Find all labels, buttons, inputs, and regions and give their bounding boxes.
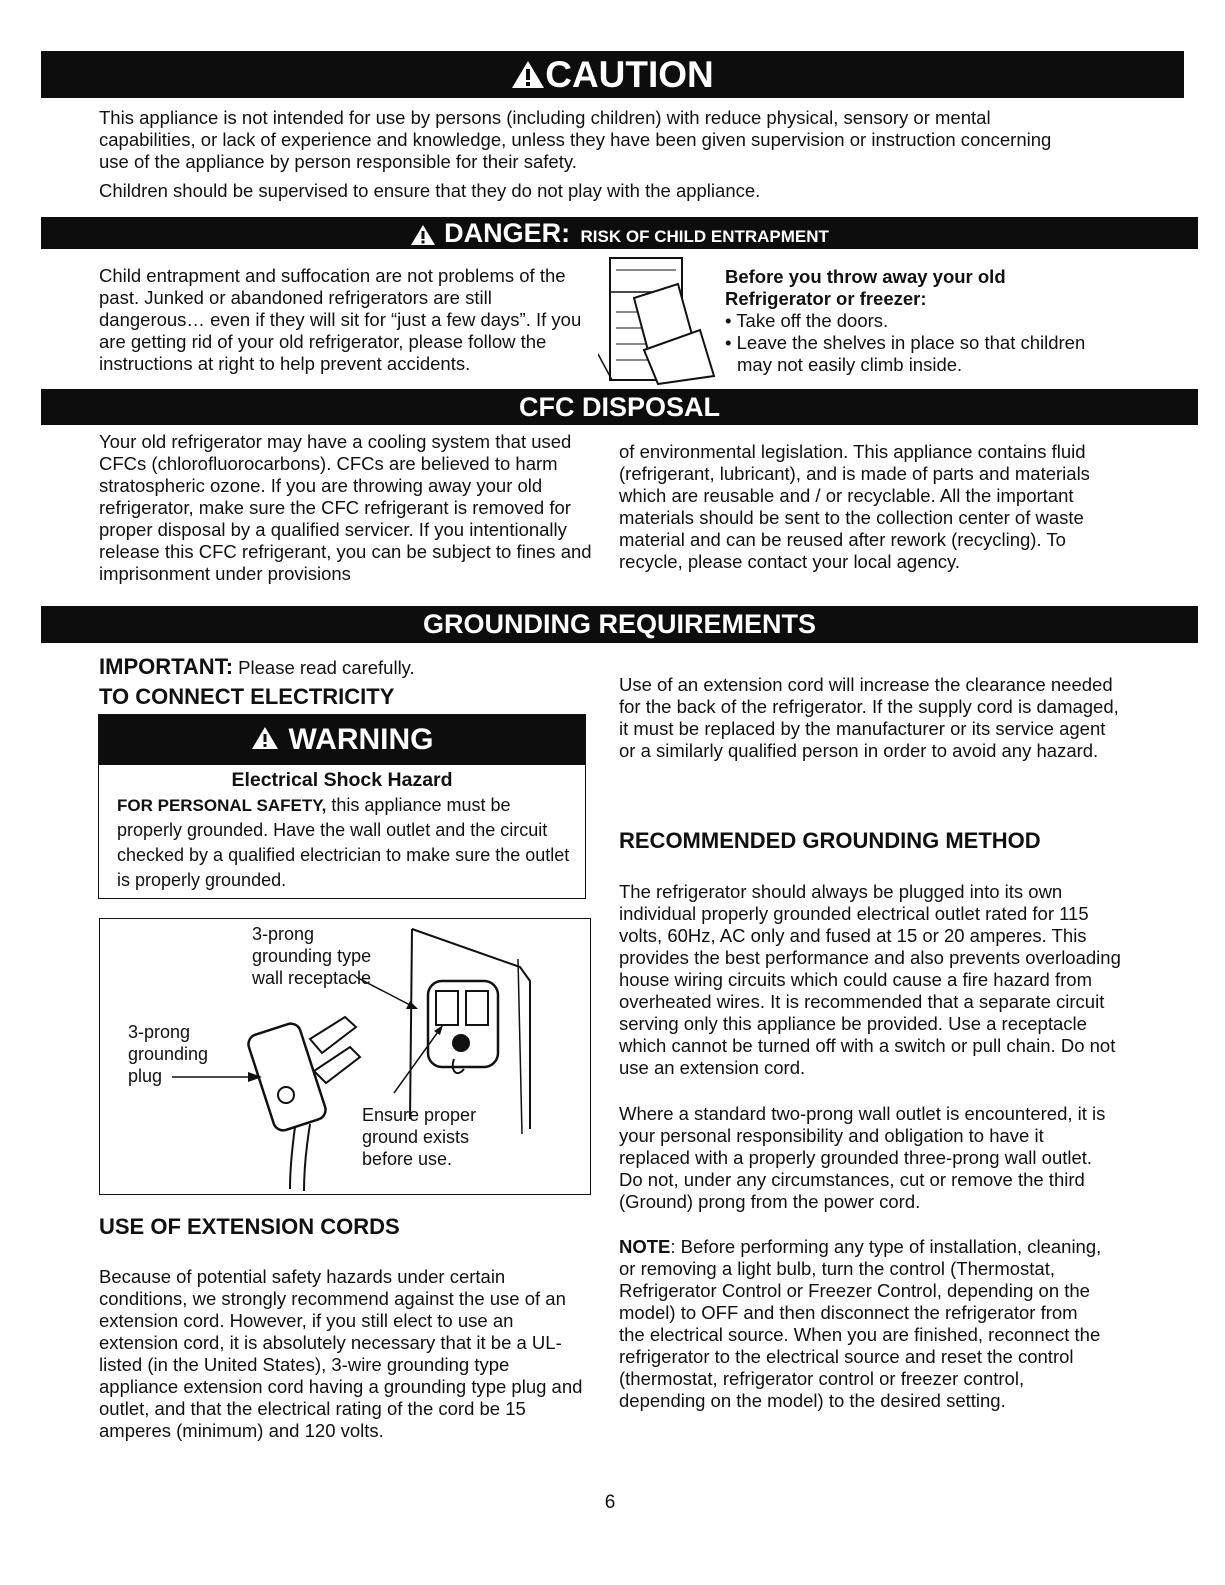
cfc-left-text: Your old refrigerator may have a cooling system that used CFCs (chlorofluorocarbons). CFCs are believed to harm stratospheric ozone. If you are throwing away your old refrigerator, make sure the CFC refrigerant is removed for proper disposal by a qualified servicer. If you intentionally release this CFC refrigerant, you can be subject to fines and imprisonment under provisions <box>99 431 592 584</box>
plug-figure <box>99 918 591 1195</box>
warning-bold-lead: FOR PERSONAL SAFETY, <box>117 796 327 815</box>
note-text-block <box>619 1236 1104 1412</box>
caution-paragraph-2: Children should be supervised to ensure that they do not play with the appliance. <box>99 180 761 201</box>
danger-banner <box>41 217 1198 249</box>
cfc-right-text: of environmental legislation. This appliance contains fluid (refrigerant, lubricant), and is made of parts and materials which are reusable and / or recyclable. All the important materials should be sent to the collection center of waste material and can be reused after rework (recycling). To recycle, please contact your local agency. <box>619 441 1090 572</box>
two-prong-outlet-text: Where a standard two-prong wall outlet is encountered, it is your personal responsibility and obligation to have it replaced with a properly grounded three-prong wall outlet. Do not, under any circumstances, cut or remove the third (Ground) prong from the power cord. <box>619 1103 1106 1212</box>
danger-body: Child entrapment and suffocation are not problems of the past. Junked or abandoned refrigerators are still dangerous… even if they will sit for “just a few days”. If you are getting rid of your old refrigerator, please follow the instructions at right to help prevent accidents. <box>99 265 582 374</box>
warning-subtitle: Electrical Shock Hazard <box>231 769 453 791</box>
bullet-text: Take off the doors. <box>736 310 889 331</box>
bullet-leave-shelves <box>725 332 1120 376</box>
page-number: 6 <box>604 1492 616 1513</box>
bullet-dot-icon: • <box>725 310 732 331</box>
important-text: Please read carefully. <box>238 657 415 678</box>
bullet-take-off-doors <box>725 310 1115 332</box>
warning-text: this appliance must be properly grounded. Have the wall outlet and the circuit checked by a qualified electrician to make sure the outlet is properly grounded. <box>117 795 570 890</box>
extension-clearance-text: Use of an extension cord will increase the clearance needed for the back of the refrigerator. If the supply cord is damaged, it must be replaced by the manufacturer or its service agent or a similarly qualified person in order to avoid any hazard. <box>619 674 1119 761</box>
warning-text-block <box>117 793 577 893</box>
danger-instructions-heading: Before you throw away your old Refrigerator or freezer: <box>725 266 1006 309</box>
ensure-ground-label: Ensure proper ground exists before use. <box>362 1105 477 1169</box>
extension-cords-heading: USE OF EXTENSION CORDS <box>99 1214 400 1239</box>
bullet-dot-icon: • <box>725 332 732 353</box>
cfc-banner <box>41 389 1198 425</box>
important-line <box>99 654 415 680</box>
grounding-banner <box>41 606 1198 643</box>
bullet-text: Leave the shelves in place so that children may not easily climb inside. <box>736 332 1086 375</box>
caution-paragraph-1: This appliance is not intended for use by persons (including children) with reduce physical, sensory or mental capabilities, or lack of experience and knowledge, unless they have been given supervision or instruction concerning use of the appliance by person responsible for their safety. <box>99 107 1052 172</box>
danger-subtitle: RISK OF CHILD ENTRAPMENT <box>580 227 829 246</box>
extension-cords-text: Because of potential safety hazards under certain conditions, we strongly recommend against the use of an extension cord. However, if you still elect to use an extension cord, it is absolutely necessary that it be a UL-listed (in the United States), 3-wire grounding type appliance extension cord having a grounding type plug and outlet, and that the electrical rating of the cord be 15 amperes (minimum) and 120 volts. <box>99 1266 583 1441</box>
grounding-title: GROUNDING REQUIREMENTS <box>422 609 817 639</box>
important-label: IMPORTANT: <box>99 654 234 679</box>
refrigerator-illustration <box>598 254 718 386</box>
warning-triangle-icon <box>511 59 545 89</box>
warning-banner <box>99 715 585 765</box>
warning-triangle-icon <box>251 726 279 750</box>
receptacle-label: 3-prong grounding type wall receptacle <box>252 924 372 988</box>
warning-triangle-icon <box>410 224 436 246</box>
danger-title: DANGER: <box>444 218 571 248</box>
connect-electricity-heading: TO CONNECT ELECTRICITY <box>99 684 395 709</box>
caution-title: CAUTION <box>545 54 714 95</box>
recommended-grounding-text: The refrigerator should always be plugged into its own individual properly grounded electrical outlet rated for 115 volts, 60Hz, AC only and fused at 15 or 20 amperes. This provides the best performance and also prevents overloading house wiring circuits which could cause a fire hazard from overheated wires. It is recommended that a separate circuit serving only this appliance be provided. Use a receptacle which cannot be turned off with a switch or pull chain. Do not use an extension cord. <box>619 881 1121 1078</box>
warning-title: WARNING <box>288 723 434 756</box>
note-label: NOTE <box>619 1236 671 1257</box>
caution-banner <box>41 51 1184 98</box>
plug-label: 3-prong grounding plug <box>128 1022 209 1086</box>
cfc-title: CFC DISPOSAL <box>518 392 720 422</box>
recommended-grounding-heading: RECOMMENDED GROUNDING METHOD <box>619 828 1041 853</box>
warning-box <box>98 714 586 899</box>
note-text: : Before performing any type of installation, cleaning, or removing a light bulb, turn the control (Thermostat, Refrigerator Control or Freezer Control, depending on the model) to OFF and then disconnect the refrigerator from the electrical source. When you are finished, reconnect the refrigerator to the electrical source and reset the control (thermostat, refrigerator control or freezer control, depending on the model) to the desired setting. <box>619 1236 1102 1411</box>
